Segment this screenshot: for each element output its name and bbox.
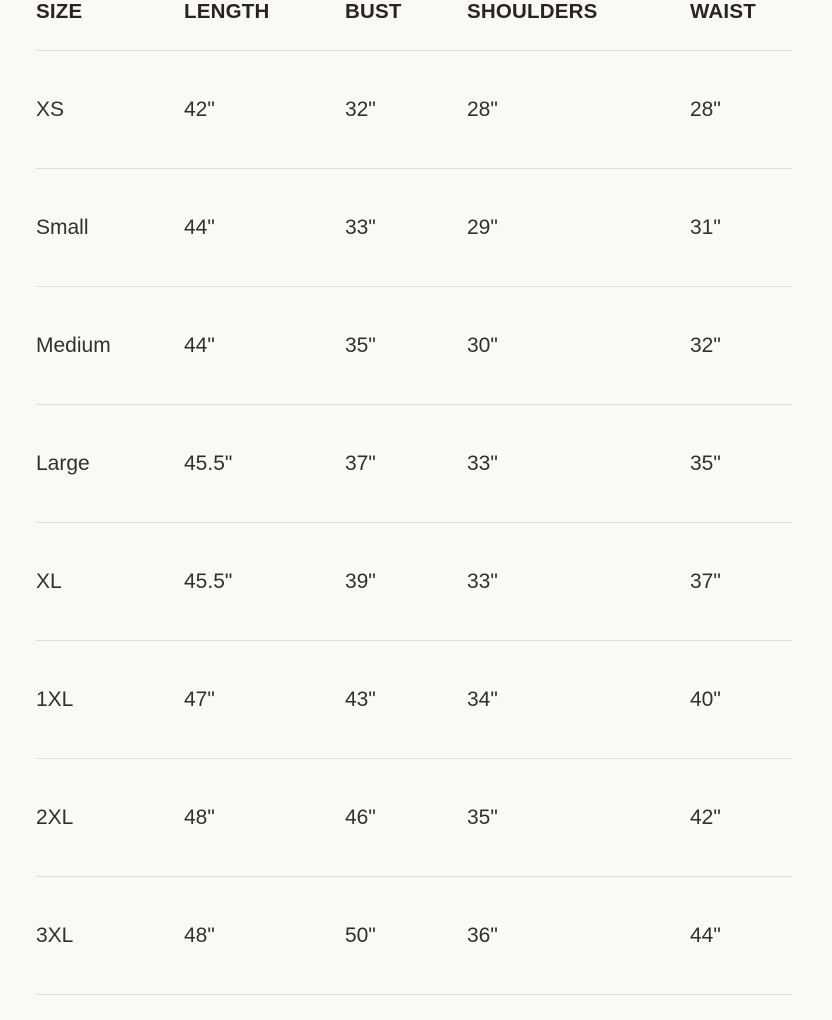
cell-bust: 50" [345, 877, 467, 995]
cell-shoulders: 30" [467, 287, 690, 405]
cell-length: 47" [184, 641, 345, 759]
cell-shoulders: 35" [467, 759, 690, 877]
column-header-size: SIZE [36, 0, 83, 23]
cell-waist: 31" [690, 169, 792, 287]
cell-bust: 33" [345, 169, 467, 287]
table-row [36, 287, 792, 405]
table-row [36, 641, 792, 759]
cell-size: Medium [36, 287, 184, 405]
cell-waist: 37" [690, 523, 792, 641]
cell-length: 44" [184, 169, 345, 287]
table-row [36, 523, 792, 641]
cell-length: 48" [184, 877, 345, 995]
cell-length: 44" [184, 287, 345, 405]
cell-size: XS [36, 51, 184, 169]
cell-shoulders: 29" [467, 169, 690, 287]
cell-shoulders: 33" [467, 523, 690, 641]
cell-bust: 37" [345, 405, 467, 523]
cell-waist: 42" [690, 759, 792, 877]
column-header-shoulders: SHOULDERS [467, 0, 598, 23]
cell-length: 48" [184, 759, 345, 877]
table-row [36, 51, 792, 169]
cell-bust: 46" [345, 759, 467, 877]
cell-waist: 40" [690, 641, 792, 759]
table-row [36, 877, 792, 995]
cell-bust: 35" [345, 287, 467, 405]
cell-waist: 35" [690, 405, 792, 523]
column-header-waist: WAIST [690, 0, 756, 23]
table-row [36, 759, 792, 877]
cell-length: 45.5" [184, 405, 345, 523]
cell-size: Large [36, 405, 184, 523]
cell-shoulders: 33" [467, 405, 690, 523]
cell-size: 2XL [36, 759, 184, 877]
table-header-row [36, 0, 792, 51]
cell-bust: 39" [345, 523, 467, 641]
cell-size: 3XL [36, 877, 184, 995]
cell-length: 45.5" [184, 523, 345, 641]
cell-waist: 32" [690, 287, 792, 405]
table-header [36, 0, 792, 51]
table-row [36, 405, 792, 523]
cell-size: XL [36, 523, 184, 641]
cell-waist: 44" [690, 877, 792, 995]
cell-waist: 28" [690, 51, 792, 169]
cell-size: 1XL [36, 641, 184, 759]
cell-shoulders: 34" [467, 641, 690, 759]
cell-bust: 32" [345, 51, 467, 169]
cell-shoulders: 28" [467, 51, 690, 169]
cell-size: Small [36, 169, 184, 287]
size-chart-table [36, 0, 792, 995]
table-row [36, 169, 792, 287]
column-header-bust: BUST [345, 0, 402, 23]
cell-length: 42" [184, 51, 345, 169]
table-body [36, 51, 792, 995]
column-header-length: LENGTH [184, 0, 270, 23]
cell-bust: 43" [345, 641, 467, 759]
cell-shoulders: 36" [467, 877, 690, 995]
